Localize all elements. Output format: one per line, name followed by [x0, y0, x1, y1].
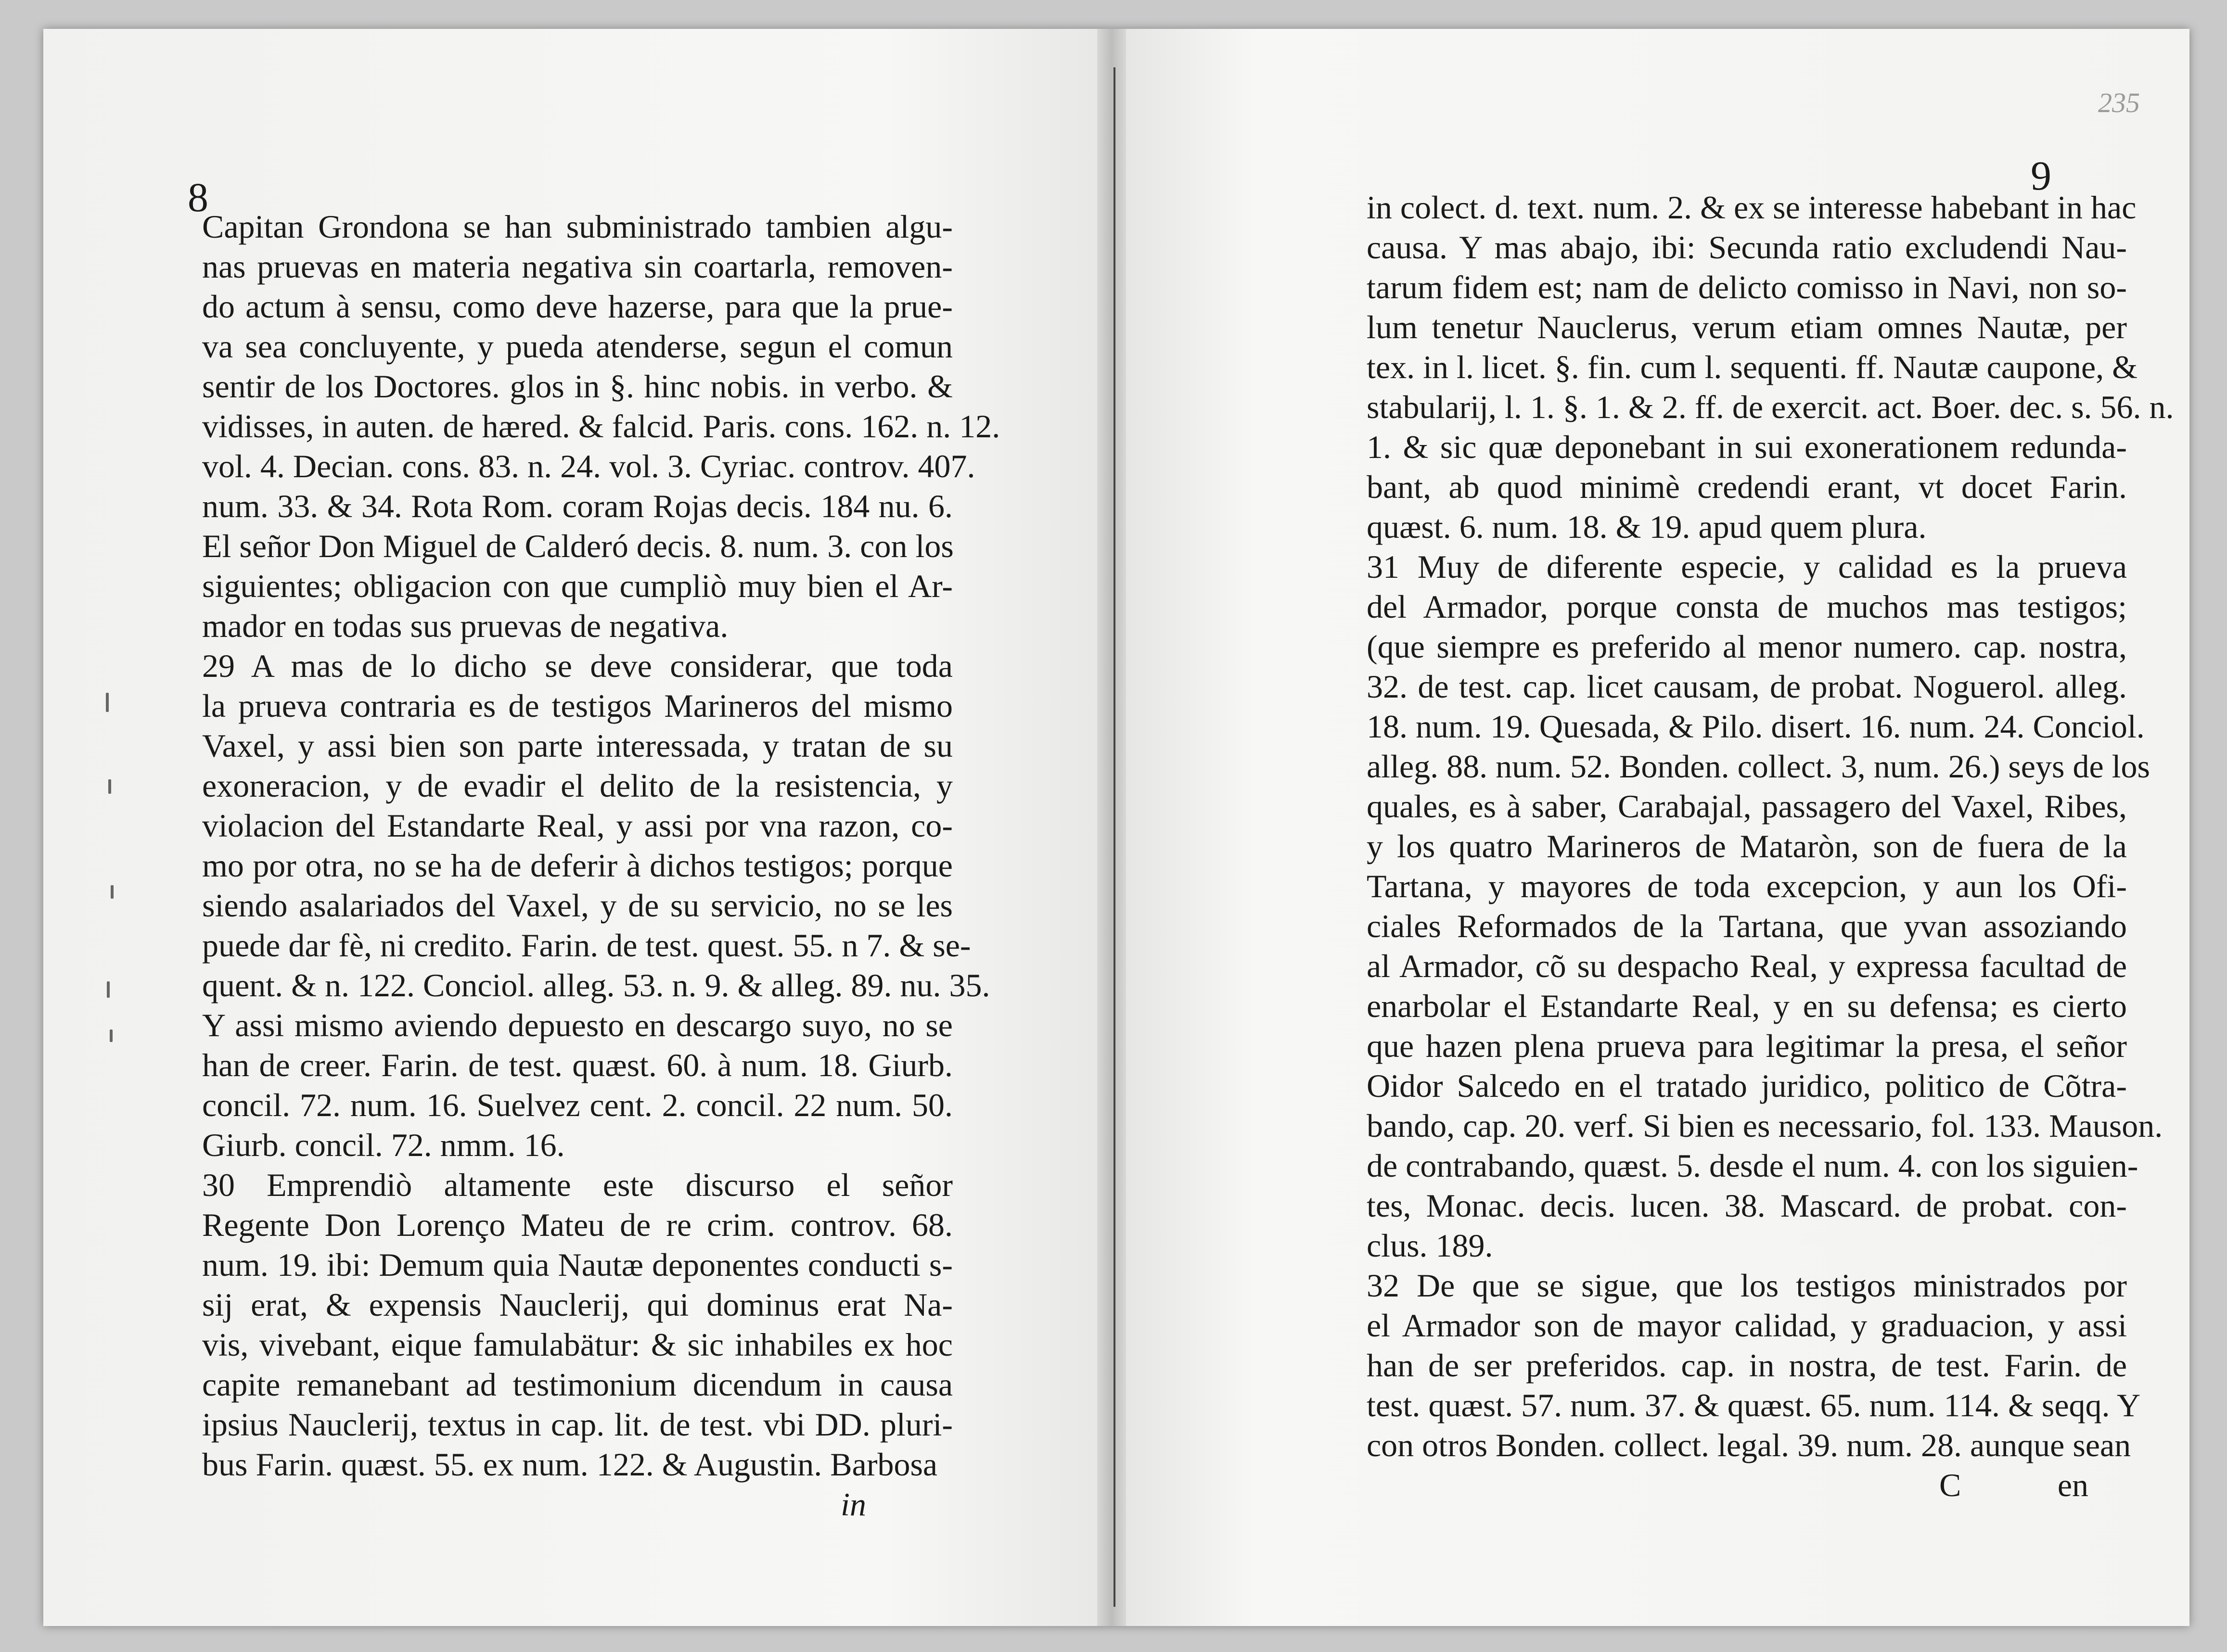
- text-line: 31 Muy de diferente especie, y calidad es la prueva: [1367, 548, 2127, 585]
- text-line: causa. Y mas abajo, ibi: Secunda ratio excludendi Nau-: [1367, 229, 2127, 266]
- text-line: tarum fidem est; nam de delicto comisso in Navi, non so-: [1367, 269, 2127, 305]
- text-line: quent. & n. 122. Conciol. alleg. 53. n. 9. & alleg. 89. nu. 35.: [202, 967, 990, 1004]
- text-line: Capitan Grondona se han subministrado tambien algu-: [202, 208, 953, 245]
- text-line: Tartana, y mayores de toda excepcion, y aun los Ofi-: [1367, 868, 2127, 904]
- catchword: in: [841, 1486, 866, 1523]
- book-gutter: [1097, 29, 1126, 1626]
- text-line: vidisses, in auten. de hæred. & falcid. Paris. cons. 162. n. 12.: [202, 408, 1000, 445]
- text-line: Oidor Salcedo en el tratado juridico, politico de Cõtra-: [1367, 1067, 2127, 1104]
- text-line: do actum à sensu, como deve hazerse, para que la prue-: [202, 288, 953, 325]
- text-line: va sea concluyente, y pueda atenderse, segun el comun: [202, 328, 953, 365]
- text-line: lum tenetur Nauclerus, verum etiam omnes Nautæ, per: [1367, 309, 2127, 345]
- left-page: [43, 29, 1097, 1626]
- text-line: enarbolar el Estandarte Real, y en su defensa; es cierto: [1367, 988, 2127, 1024]
- text-line: nas pruevas en materia negativa sin coartarla, removen-: [202, 248, 953, 285]
- text-line: num. 19. ibi: Demum quia Nautæ deponentes conducti s-: [202, 1246, 953, 1283]
- right-page-number: 9: [2031, 152, 2051, 199]
- catchword-row: [202, 1485, 953, 1525]
- margin-mark: [107, 981, 110, 998]
- margin-mark: [111, 885, 114, 899]
- text-line: test. quæst. 57. num. 37. & quæst. 65. num. 114. & seqq. Y: [1367, 1387, 2141, 1423]
- catchword: en: [2057, 1467, 2088, 1503]
- text-line: Vaxel, y assi bien son parte interessada, y tratan de su: [202, 727, 953, 764]
- gutter-fold-line: [1114, 67, 1115, 1607]
- folio-pencil-number: 235: [2098, 87, 2140, 118]
- text-line: han de creer. Farin. de test. quæst. 60. à num. 18. Giurb.: [202, 1047, 953, 1083]
- text-line: Y assi mismo aviendo depuesto en descargo suyo, no se: [202, 1007, 953, 1043]
- text-line: sij erat, & expensis Nauclerij, qui dominus erat Na-: [202, 1286, 953, 1323]
- text-line: tex. in l. licet. §. fin. cum l. sequenti. ff. Nautæ caupone, &: [1367, 349, 2138, 385]
- text-line: capite remanebant ad testimonium dicendum in causa: [202, 1366, 953, 1403]
- text-line: el Armador son de mayor calidad, y graduacion, y assi: [1367, 1307, 2127, 1344]
- text-line: violacion del Estandarte Real, y assi por vna razon, co-: [202, 807, 953, 844]
- text-line: vis, vivebant, eique famulabätur: & sic inhabiles ex hoc: [202, 1326, 953, 1363]
- text-line: mo por otra, no se ha de deferir à dichos testigos; porque: [202, 847, 953, 884]
- text-line: concil. 72. num. 16. Suelvez cent. 2. concil. 22 num. 50.: [202, 1087, 953, 1123]
- left-page-text: [202, 207, 1000, 1525]
- text-line: bando, cap. 20. verf. Si bien es necessario, fol. 133. Mauson.: [1367, 1107, 2163, 1144]
- text-line: mador en todas sus pruevas de negativa.: [202, 608, 729, 644]
- text-line: siendo asalariados del Vaxel, y de su servicio, no se les: [202, 887, 953, 924]
- text-line: ipsius Nauclerij, textus in cap. lit. de test. vbi DD. pluri-: [202, 1406, 953, 1443]
- margin-mark: [110, 1029, 113, 1042]
- text-line: ciales Reformados de la Tartana, que yvan assoziando: [1367, 908, 2127, 944]
- text-line: El señor Don Miguel de Calderó decis. 8. num. 3. con los: [202, 528, 954, 564]
- text-line: sentir de los Doctores. glos in §. hinc nobis. in verbo. &: [202, 368, 953, 405]
- right-page: [1126, 29, 2189, 1626]
- text-line: in colect. d. text. num. 2. & ex se interesse habebant in hac: [1367, 189, 2137, 226]
- text-line: que hazen plena prueva para legitimar la presa, el señor: [1367, 1028, 2127, 1064]
- text-line: al Armador, cõ su despacho Real, y expressa facultad de: [1367, 948, 2127, 984]
- text-line: bus Farin. quæst. 55. ex num. 122. & Augustin. Barbosa: [202, 1446, 938, 1483]
- text-line: puede dar fè, ni credito. Farin. de test. quest. 55. n 7. & se-: [202, 927, 971, 964]
- text-line: num. 33. & 34. Rota Rom. coram Rojas decis. 184 nu. 6.: [202, 488, 953, 524]
- text-line: exoneracion, y de evadir el delito de la resistencia, y: [202, 767, 953, 804]
- text-line: y los quatro Marineros de Mataròn, son de fuera de la: [1367, 828, 2127, 864]
- text-line: 32. de test. cap. licet causam, de probat. Noguerol. alleg.: [1367, 668, 2127, 705]
- text-line: vol. 4. Decian. cons. 83. n. 24. vol. 3. Cyriac. controv. 407.: [202, 448, 975, 484]
- text-line: siguientes; obligacion con que cumpliò muy bien el Ar-: [202, 568, 953, 604]
- text-line: 30 Emprendiò altamente este discurso el señor: [202, 1167, 953, 1203]
- text-line: Giurb. concil. 72. nmm. 16.: [202, 1127, 565, 1163]
- text-line: stabularij, l. 1. §. 1. & 2. ff. de exercit. act. Boer. dec. s. 56. n.: [1367, 389, 2174, 425]
- text-line: Regente Don Lorenço Mateu de re crim. controv. 68.: [202, 1207, 953, 1243]
- text-line: quales, es à saber, Carabajal, passagero del Vaxel, Ribes,: [1367, 788, 2127, 825]
- book-spread: [43, 29, 2189, 1626]
- margin-mark: [108, 779, 111, 794]
- signature-row: [1367, 1465, 2127, 1505]
- text-line: clus. 189.: [1367, 1227, 1493, 1264]
- text-line: alleg. 88. num. 52. Bonden. collect. 3, num. 26.) seys de los: [1367, 748, 2150, 785]
- signature-mark: C: [1939, 1467, 1961, 1503]
- text-line: han de ser preferidos. cap. in nostra, de test. Farin. de: [1367, 1347, 2127, 1384]
- text-line: 18. num. 19. Quesada, & Pilo. disert. 16. num. 24. Conciol.: [1367, 708, 2145, 745]
- text-line: 29 A mas de lo dicho se deve considerar, que toda: [202, 648, 953, 684]
- text-line: del Armador, porque consta de muchos mas testigos;: [1367, 588, 2127, 625]
- text-line: bant, ab quod minimè credendi erant, vt docet Farin.: [1367, 469, 2127, 505]
- text-line: con otros Bonden. collect. legal. 39. num. 28. aunque sean: [1367, 1427, 2131, 1463]
- right-page-text: [1367, 188, 2174, 1505]
- text-line: quæst. 6. num. 18. & 19. apud quem plura.: [1367, 508, 1927, 545]
- text-line: de contrabando, quæst. 5. desde el num. 4. con los siguien-: [1367, 1147, 2138, 1184]
- text-line: 32 De que se sigue, que los testigos ministrados por: [1367, 1267, 2127, 1304]
- text-line: (que siempre es preferido al menor numero. cap. nostra,: [1367, 628, 2127, 665]
- left-page-number: 8: [188, 174, 208, 220]
- text-line: la prueva contraria es de testigos Marineros del mismo: [202, 687, 953, 724]
- margin-mark: [106, 693, 109, 712]
- text-line: tes, Monac. decis. lucen. 38. Mascard. de probat. con-: [1367, 1187, 2127, 1224]
- text-line: 1. & sic quæ deponebant in sui exonerationem redunda-: [1367, 429, 2127, 465]
